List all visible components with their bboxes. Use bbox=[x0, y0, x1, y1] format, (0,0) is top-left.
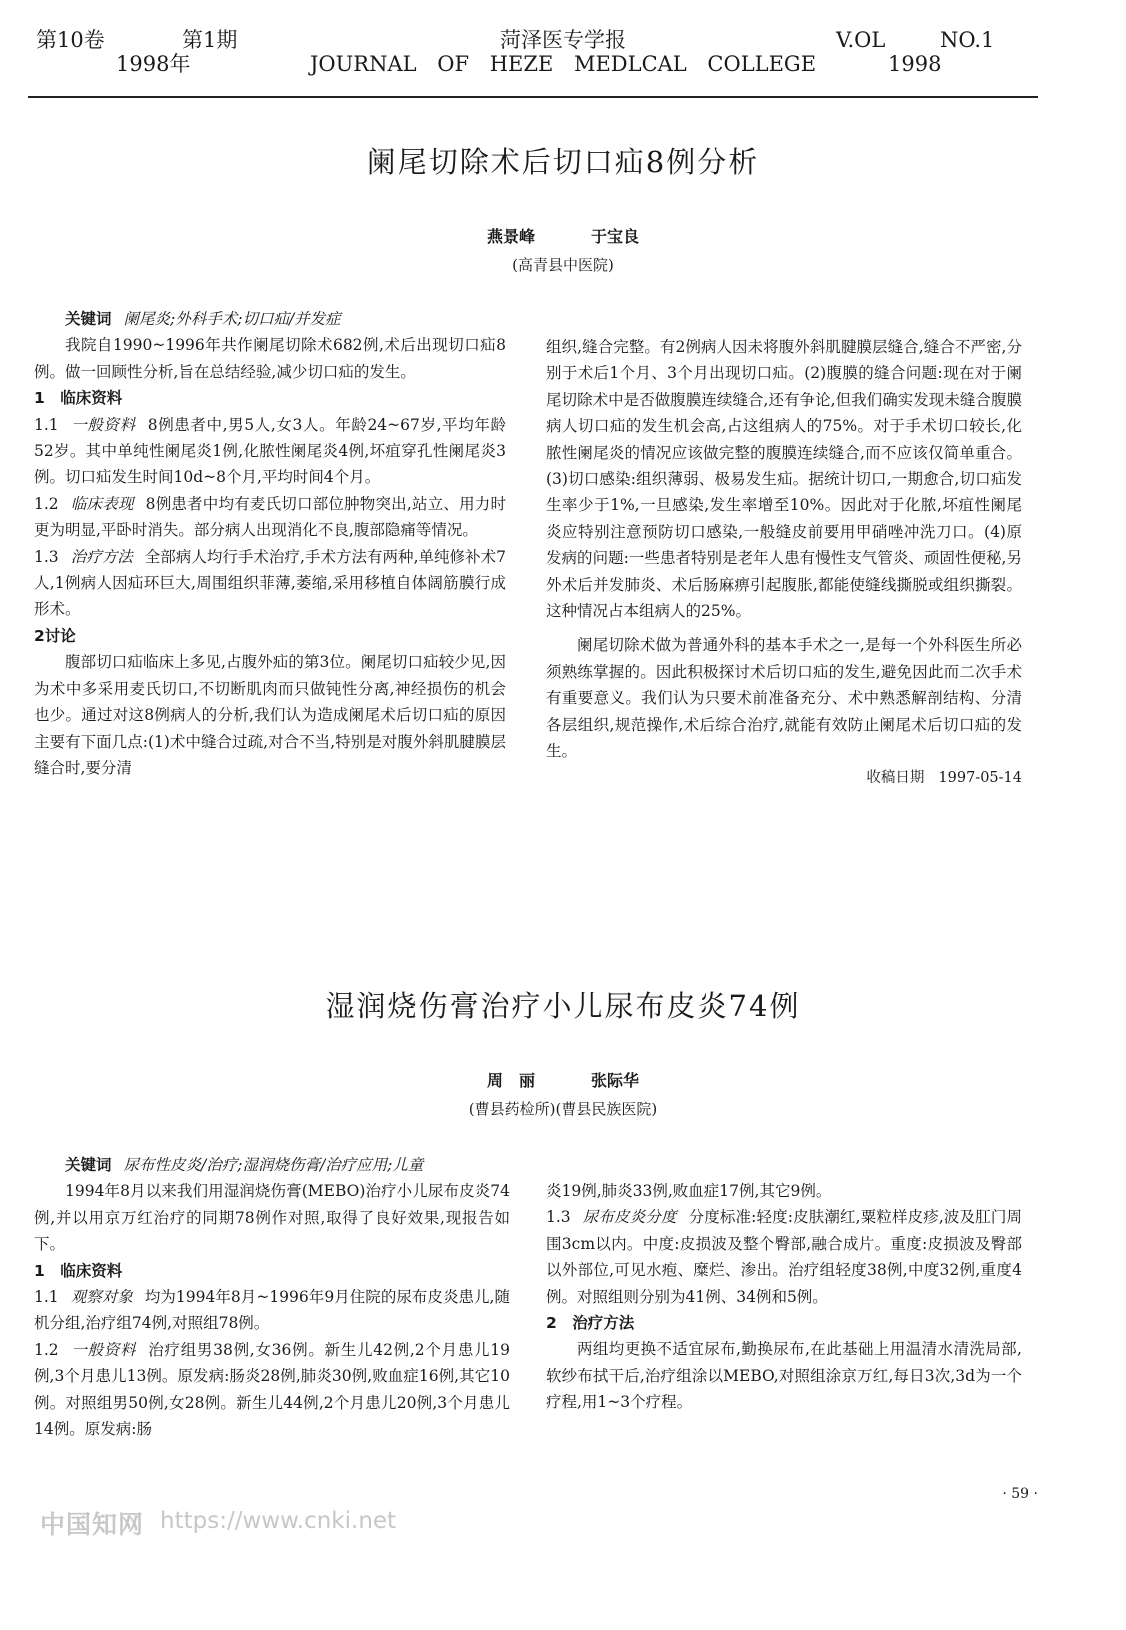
journal-name-cn: 菏泽医专学报 bbox=[500, 28, 626, 52]
subsection-text: 全部病人均行手术治疗,手术方法有两种,单纯修补术7人,1例病人因疝环巨大,周围组织菲薄,萎缩,采用移植自体阔筋膜行成形术。 bbox=[34, 547, 506, 619]
page-number: · 59 · bbox=[1002, 1486, 1038, 1502]
article1-author-2: 于宝良 bbox=[591, 227, 640, 246]
keywords-label: 关键词 bbox=[65, 310, 112, 328]
header-rule bbox=[28, 96, 1038, 98]
volume-label: 第10卷 bbox=[36, 28, 105, 52]
article1-section2-heading: 2讨论 bbox=[34, 626, 76, 645]
subsection-number: 1.2 bbox=[34, 1340, 59, 1359]
journal-name-en: JOURNAL OF HEZE MEDLCAL COLLEGE bbox=[309, 52, 817, 76]
year-label-en: 1998 bbox=[888, 52, 942, 76]
article1-title: 阑尾切除术后切口疝8例分析 bbox=[366, 145, 760, 179]
article2-intro: 1994年8月以来我们用湿润烧伤膏(MEBO)治疗小儿尿布皮炎74例,并以用京万红治疗的同期78例作对照,取得了良好效果,现报告如下。 bbox=[34, 1182, 510, 1254]
keywords-text: 尿布性皮炎/治疗;湿润烧伤膏/治疗应用;儿童 bbox=[123, 1156, 424, 1174]
subsection-title: 治疗方法 bbox=[70, 547, 133, 566]
keywords-text: 阑尾炎;外科手术;切口疝/并发症 bbox=[123, 310, 341, 328]
article1-discussion-p2: 阑尾切除术做为普通外科的基本手术之一,是每一个外科医生所必须熟练掌握的。因此积极探讨术后切口疝的发生,避免因此而二次手术有重要意义。我们认为只要术前准备充分、术中熟悉解剖结构、分清各层组织,规范操作,术后综合治疗,就能有效防止阑尾术后切口疝的发生。 bbox=[546, 636, 1022, 761]
issue-label-en: NO.1 bbox=[940, 28, 995, 52]
article2-title: 湿润烧伤膏治疗小儿尿布皮炎74例 bbox=[325, 989, 801, 1023]
subsection-number: 1.2 bbox=[34, 494, 59, 513]
article1-intro: 我院自1990~1996年共作阑尾切除术682例,术后出现切口疝8例。做一回顾性分析,旨在总结经验,减少切口疝的发生。 bbox=[34, 336, 506, 381]
subsection-number: 1.1 bbox=[34, 1288, 59, 1307]
subsection-text: 治疗组男38例,女36例。新生儿42例,2个月患儿19例,3个月患儿13例。原发病:肠炎28例,肺炎30例,败血症16例,其它10例。对照组男50例,女28例。新生儿44例,2个月患儿20例,3个月患儿14例。原发病:肠 bbox=[34, 1340, 510, 1439]
subsection-number: 1.1 bbox=[34, 415, 59, 434]
subsection-number: 1.3 bbox=[34, 547, 59, 566]
article2-section1-heading: 1 临床资料 bbox=[34, 1261, 123, 1280]
issue-label: 第1期 bbox=[182, 28, 238, 52]
article1-right-column bbox=[546, 334, 1022, 791]
subsection-title: 一般资料 bbox=[70, 1340, 137, 1359]
article1-left-column bbox=[34, 306, 506, 781]
article1-discussion-p1: 腹部切口疝临床上多见,占腹外疝的第3位。阑尾切口疝较少见,因为术中多采用麦氏切口,不切断肌肉而只做钝性分离,神经损伤的机会也少。通过对这8例病人的分析,我们认为造成阑尾术后切口疝的原因主要有下面几点:(1)术中缝合过疏,对合不当,特别是对腹外斜肌腱膜层缝合时,要分清 bbox=[34, 653, 506, 777]
article1-author-1: 燕景峰 bbox=[486, 227, 535, 246]
article1-section1-heading: 1 临床资料 bbox=[34, 389, 123, 408]
subsection-text: 均为1994年8月~1996年9月住院的尿布皮炎患儿,随机分组,治疗组74例,对照组78例。 bbox=[34, 1288, 510, 1333]
article2-author-1: 周 丽 bbox=[486, 1071, 535, 1090]
article2-subsection-1-2 bbox=[34, 1337, 510, 1443]
article2-affiliation: (曹县药检所)(曹县民族医院) bbox=[468, 1100, 658, 1118]
subsection-title: 临床表现 bbox=[70, 494, 134, 513]
volume-label-en: V.OL bbox=[836, 28, 886, 52]
article1-affiliation: (高青县中医院) bbox=[512, 256, 614, 274]
keywords-label: 关键词 bbox=[65, 1156, 112, 1174]
article2-authors bbox=[0, 1068, 1126, 1091]
article2-section2-heading: 2 治疗方法 bbox=[546, 1314, 635, 1333]
article1-keywords bbox=[34, 306, 506, 332]
article1-subsection-1-1 bbox=[34, 412, 506, 491]
article2-right-column bbox=[546, 1178, 1022, 1416]
article2-treatment: 两组均更换不适宜尿布,勤换尿布,在此基础上用温清水清洗局部,软纱布拭干后,治疗组涂以MEBO,对照组涂京万红,每日3次,3d为一个疗程,用1~3个疗程。 bbox=[546, 1340, 1022, 1412]
subsection-text: 8例患者中均有麦氏切口部位肿物突出,站立、用力时更为明显,平卧时消失。部分病人出现消化不良,腹部隐痛等情况。 bbox=[34, 494, 506, 540]
cnki-watermark-name: 中国知网 bbox=[40, 1510, 145, 1539]
cnki-watermark-url: https://www.cnki.net bbox=[160, 1508, 397, 1534]
subsection-title: 观察对象 bbox=[70, 1288, 133, 1307]
article1-received-date bbox=[546, 765, 1022, 791]
subsection-title: 一般资料 bbox=[70, 415, 136, 434]
article1-subsection-1-3 bbox=[34, 544, 506, 623]
article2-subsection-1-3 bbox=[546, 1204, 1022, 1310]
received-value: 1997-05-14 bbox=[938, 769, 1022, 786]
subsection-text: 分度标准:轻度:皮肤潮红,粟粒样皮疹,波及肛门周围3cm以内。中度:皮损波及整个臀部,融合成片。重度:皮损波及臀部以外部位,可见水疱、糜烂、渗出。治疗组轻度38例,中度32例,重度4例。对照组则分别为41例、34例和5例。 bbox=[546, 1208, 1022, 1306]
received-label: 收稿日期 bbox=[866, 769, 925, 786]
subsection-number: 1.3 bbox=[546, 1208, 571, 1227]
article2-author-2: 张际华 bbox=[591, 1071, 640, 1090]
article1-subsection-1-2 bbox=[34, 491, 506, 544]
subsection-title: 尿布皮炎分度 bbox=[582, 1208, 677, 1227]
article2-keywords bbox=[34, 1152, 510, 1178]
article2-subsection-1-2-continued: 炎19例,肺炎33例,败血症17例,其它9例。 bbox=[546, 1182, 832, 1200]
year-label-cn: 1998年 bbox=[116, 52, 191, 76]
article1-authors bbox=[0, 224, 1126, 247]
article2-subsection-1-1 bbox=[34, 1284, 510, 1337]
article1-discussion-p1-continued: 组织,缝合完整。有2例病人因未将腹外斜肌腱膜层缝合,缝合不严密,分别于术后1个月、3个月出现切口疝。(2)腹膜的缝合问题:现在对于阑尾切除术中是否做腹膜连续缝合,还有争论,但我们确实发现未缝合腹膜病人切口疝的发生机会高,占这组病人的75%。对于手术切口较长,化脓性阑尾炎的情况应该做完整的腹膜连续缝合,而不应该仅简单重合。(3)切口感染:组织薄弱、极易发生疝。据统计切口,一期愈合,切口疝发生率少于1%,一旦感染,发生率增至10%。因此对于化脓,坏疽性阑尾炎应特别注意预防切口感染,一般缝皮前要用甲硝唑冲洗刀口。(4)原发病的问题:一些患者特别是老年人患有慢性支气管炎、顽固性便秘,另外术后并发肺炎、术后肠麻痹引起腹胀,都能使缝线撕脱或组织撕裂。这种情况占本组病人的25%。 bbox=[546, 338, 1022, 621]
subsection-text: 8例患者中,男5人,女3人。年龄24~67岁,平均年龄52岁。其中单纯性阑尾炎1例,化脓性阑尾炎4例,坏疽穿孔性阑尾炎3例。切口疝发生时间10d~8个月,平均时间4个月。 bbox=[34, 415, 506, 487]
article2-left-column bbox=[34, 1152, 510, 1442]
